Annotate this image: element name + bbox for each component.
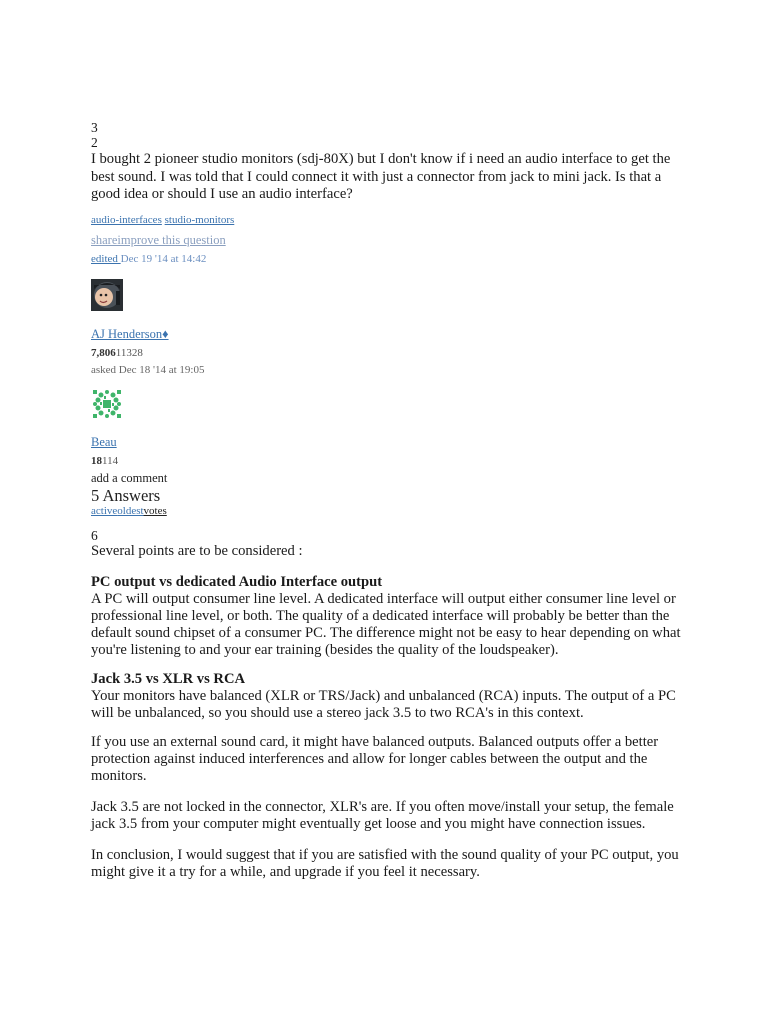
answer-sort-tabs <box>91 505 691 518</box>
asker-name[interactable]: Beau <box>91 434 117 449</box>
sort-tab-oldest[interactable]: oldest <box>117 504 144 517</box>
question-favorite-count: 2 <box>91 135 98 150</box>
answer-section-2 <box>91 671 691 722</box>
answer-body <box>91 543 691 881</box>
editor-badges: 11328 <box>115 346 143 359</box>
tag-audio-interfaces[interactable]: audio-interfaces <box>91 213 162 226</box>
asker-rep-score: 18 <box>91 454 102 467</box>
answer-section-2-title: Jack 3.5 vs XLR vs RCA <box>91 670 246 687</box>
answer-section-1-title: PC output vs dedicated Audio Interface output <box>91 573 383 590</box>
sort-tab-votes[interactable]: votes <box>143 504 167 517</box>
asker-avatar[interactable] <box>91 388 123 420</box>
editor-avatar[interactable] <box>91 279 123 311</box>
page-content <box>91 120 691 895</box>
sort-tab-active[interactable]: active <box>91 504 118 517</box>
add-comment-link[interactable]: add a comment <box>91 470 168 485</box>
edited-link[interactable]: edited <box>91 252 121 265</box>
question-body: I bought 2 pioneer studio monitors (sdj-80X) but I don't know if i need an audio interface to get the best sound. I was told that I could connect it with just a connector from jack to mini jack. Is that a good idea or should I use an audio interface? <box>91 151 671 202</box>
answer-section-1 <box>91 574 691 659</box>
answer-section-2-body: Your monitors have balanced (XLR or TRS/Jack) and unbalanced (RCA) inputs. The output of a PC will be unbalanced, so you should use a stereo jack 3.5 to two RCA's in this context. <box>91 687 676 721</box>
edited-line <box>91 252 691 266</box>
question-tags <box>91 213 691 227</box>
editor-rep-score: 7,806 <box>91 346 116 359</box>
asker-badges: 114 <box>102 454 119 467</box>
edited-time: Dec 19 '14 at 14:42 <box>120 252 207 265</box>
answers-count: 5 Answers <box>91 485 161 505</box>
editor-reputation <box>91 346 691 360</box>
tag-studio-monitors[interactable]: studio-monitors <box>164 213 235 226</box>
answer-intro: Several points are to be considered : <box>91 542 303 559</box>
editor-name[interactable]: AJ Henderson♦ <box>91 326 169 341</box>
answer-section-1-body: A PC will output consumer line level. A dedicated interface will output either consumer line level or professional line level, or both. The quality of a dedicated interface will probably be better than the default sound chipset of a consumer PC. The difference might not be easy to hear depending on what you're listening to and your ear training (besides the quality of the loudspeaker). <box>91 590 681 658</box>
answer-paragraph-4: Jack 3.5 are not locked in the connector, XLR's are. If you often move/install your setup, the female jack 3.5 from your computer might eventually get loose and you might have connection issues. <box>91 798 674 832</box>
asked-line: asked Dec 18 '14 at 19:05 <box>91 363 205 376</box>
answer-paragraph-5: In conclusion, I would suggest that if you are satisfied with the sound quality of your PC output, you might give it a try for a while, and upgrade if you feel it necessary. <box>91 846 679 880</box>
asker-reputation <box>91 454 691 468</box>
answer-paragraph-3: If you use an external sound card, it might have balanced outputs. Balanced outputs offer a better protection against induced interferences and allow for longer cables between the output and the monitors. <box>91 733 659 784</box>
answer-vote-count: 6 <box>91 527 98 543</box>
share-improve-link[interactable]: shareimprove this question <box>91 232 226 247</box>
question-vote-count: 3 <box>91 120 98 135</box>
